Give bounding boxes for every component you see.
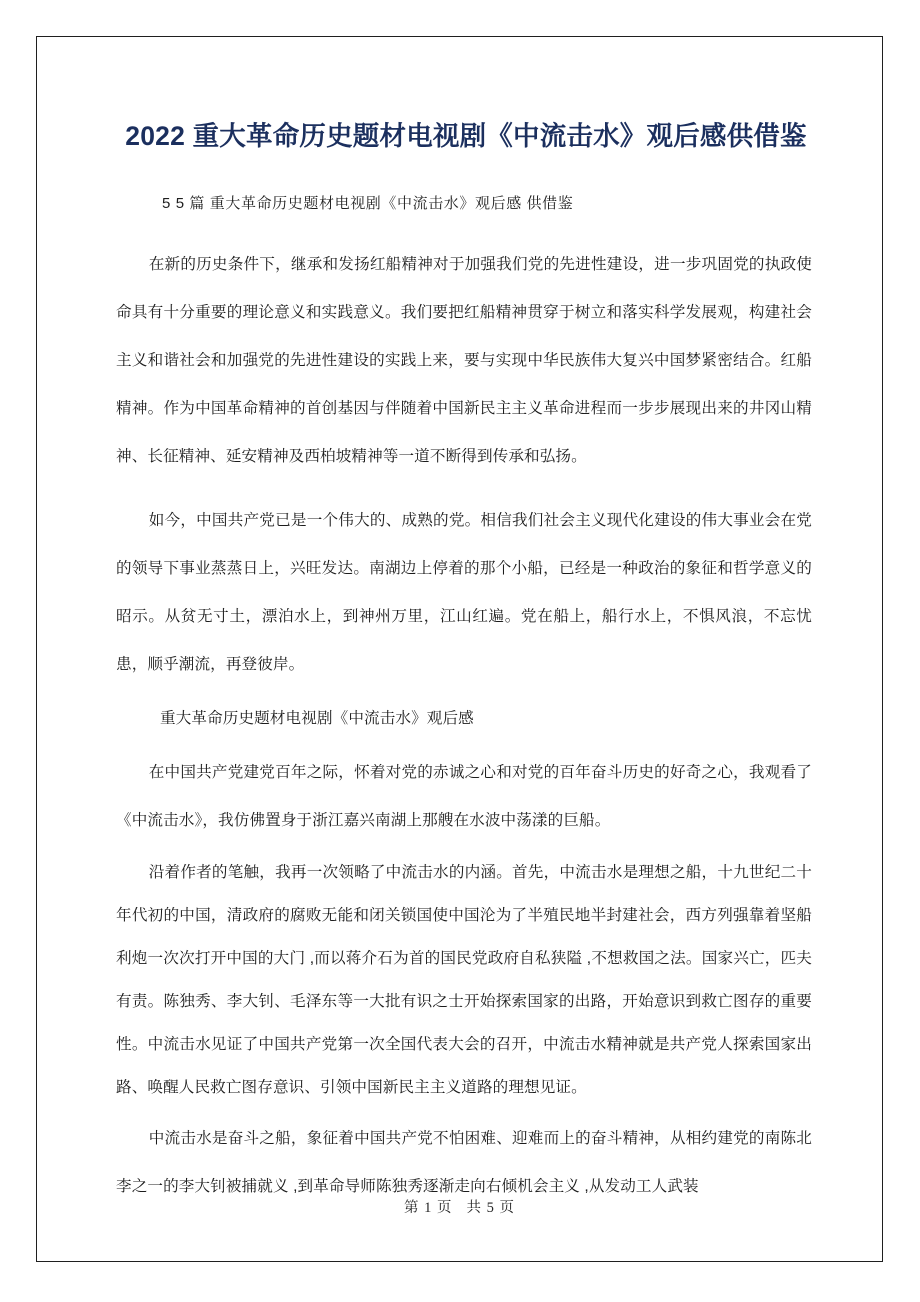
page-footer	[36, 1196, 883, 1217]
footer-current-page: 第 1 页	[404, 1200, 453, 1216]
paragraph-1: 在新的历史条件下，继承和发扬红船精神对于加强我们党的先进性建设，进一步巩固党的执政使命具有十分重要的理论意义和实践意义。我们要把红船精神贯穿于树立和落实科学发展观，构建社会主义和谐社会和加强党的先进性建设的实践上来，要与实现中华民族伟大复兴中国梦紧密结合。红船精神。作为中国革命精神的首创基因与伴随着中国新民主主义革命进程而一步步展现出来的井冈山精神、长征精神、延安精神及西柏坡精神等一道不断得到传承和弘扬。	[116, 255, 812, 465]
paragraph-4: 沿着作者的笔触，我再一次领略了中流击水的内涵。首先，中流击水是理想之船，十九世纪二十年代初的中国，清政府的腐败无能和闭关锁国使中国沦为了半殖民地半封建社会，西方列强靠着坚船利炮一次次打开中国的大门 ,而以蒋介石为首的国民党政府自私狭隘 ,不想救国之法。国家兴亡，匹夫有责。陈独秀、李大钊、毛泽东等一大批有识之士开始探索国家的出路，开始意识到救亡图存的重要性。中流击水见证了中国共产党第一次全国代表大会的召开，中流击水精神就是共产党人探索国家出路、唤醒人民救亡图存意识、引领中国新民主主义道路的理想见证。	[116, 863, 812, 1096]
footer-total-pages: 共 5 页	[466, 1200, 515, 1216]
paragraph-3: 在中国共产党建党百年之际，怀着对党的赤诚之心和对党的百年奋斗历史的好奇之心，我观看了《中流击水》，我仿佛置身于浙江嘉兴南湖上那艘在水波中荡漾的巨船。	[116, 763, 812, 829]
document-content	[116, 36, 816, 1211]
document-subline: 5 5 篇 重大革命历史题材电视剧《中流击水》观后感 供借鉴	[162, 195, 574, 213]
paragraph-5: 中流击水是奋斗之船，象征着中国共产党不怕困难、迎难而上的奋斗精神，从相约建党的南陈北李之一的李大钊被捕就义 ,到革命导师陈独秀逐渐走向右倾机会主义 ,从发动工人武装	[116, 1129, 812, 1195]
page-title: 2022 重大革命历史题材电视剧《中流击水》观后感供借鉴	[125, 121, 807, 151]
paragraph-2: 如今，中国共产党已是一个伟大的、成熟的党。相信我们社会主义现代化建设的伟大事业会在党的领导下事业蒸蒸日上，兴旺发达。南湖边上停着的那个小船，已经是一种政治的象征和哲学意义的昭示。从贫无寸土，漂泊水上，到神州万里，江山红遍。党在船上，船行水上，不惧风浪，不忘忧患，顺乎潮流，再登彼岸。	[116, 511, 812, 673]
section-heading: 重大革命历史题材电视剧《中流击水》观后感	[160, 709, 474, 727]
